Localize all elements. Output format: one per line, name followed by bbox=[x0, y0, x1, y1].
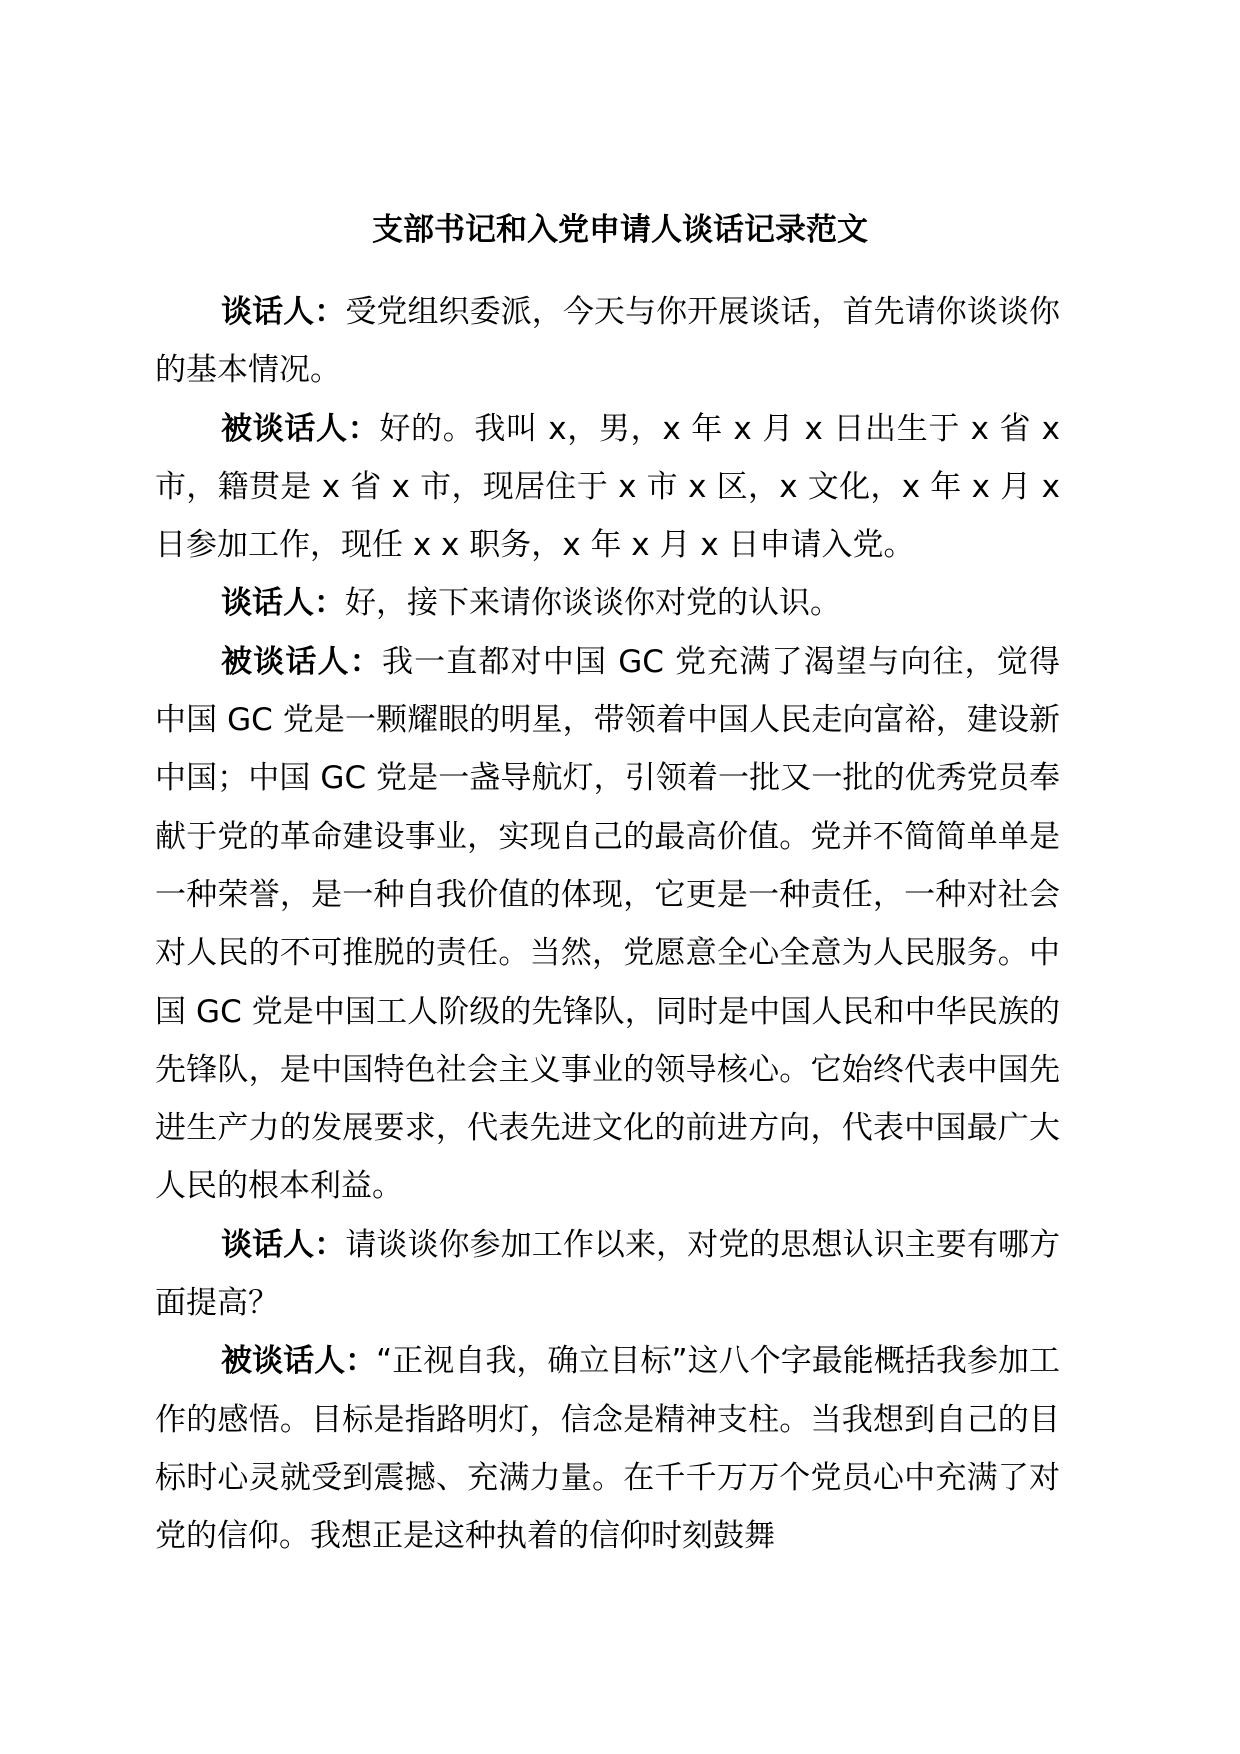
dialogue-paragraph bbox=[155, 574, 1060, 632]
dialogue-text: 受党组织委派，今天与你开展谈话，首先请你谈谈你的基本情况。 bbox=[155, 294, 1061, 389]
speaker-label: 谈话人： bbox=[221, 585, 345, 622]
document-body bbox=[155, 283, 1060, 1566]
speaker-label: 谈话人： bbox=[221, 294, 346, 330]
speaker-label: 被谈话人： bbox=[221, 410, 380, 447]
dialogue-paragraph bbox=[155, 400, 1060, 575]
dialogue-paragraph bbox=[155, 1216, 1060, 1333]
dialogue-text: “正视自我，确立目标”这八个字最能概括我参加工作的感悟。目标是指路明灯，信念是精神支柱。当我想到自己的目标时心灵就受到震撼、充满力量。在千千万万个党员心中充满了对党的信仰。我想正是这种执着的信仰时刻鼓舞 bbox=[155, 1343, 1061, 1555]
dialogue-paragraph bbox=[155, 283, 1060, 400]
speaker-label: 被谈话人： bbox=[221, 643, 382, 680]
dialogue-text: 请谈谈你参加工作以来，对党的思想认识主要有哪方面提高？ bbox=[155, 1226, 1061, 1322]
dialogue-paragraph bbox=[155, 633, 1060, 1216]
document-title: 支部书记和入党申请人谈话记录范文 bbox=[372, 212, 868, 248]
speaker-label: 谈话人： bbox=[221, 1226, 346, 1263]
dialogue-text: 我一直都对中国 GC 党充满了渴望与向往，觉得中国 GC 党是一颗耀眼的明星，带领着中国人民走向富裕，建设新中国；中国 GC 党是一盏导航灯，引领着一批又一批的优秀党员奉献于党的革命建设事业，实现自己的最高价值。党并不简简单单是一种荣誉，是一种自我价值的体现，它更是一种责任，一种对社会对人民的不可推脱的责任。当然，党愿意全心全意为人民服务。中国 GC 党是中国工人阶级的先锋队，同时是中国人民和中华民族的先锋队，是中国特色社会主义事业的领导核心。它始终代表中国先进生产力的发展要求，代表先进文化的前进方向，代表中国最广大人民的根本利益。 bbox=[155, 643, 1061, 1205]
dialogue-paragraph bbox=[155, 1332, 1060, 1565]
speaker-label: 被谈话人： bbox=[221, 1343, 377, 1380]
dialogue-text: 好，接下来请你谈谈你对党的认识。 bbox=[345, 585, 841, 622]
dialogue-text: 好的。我叫 x，男，x 年 x 月 x 日出生于 x 省 x 市，籍贯是 x 省 x 市，现居住于 x 市 x 区，x 文化，x 年 x 月 x 日参加工作，现任 x x 职务，x 年 x 月 x 日申请入党。 bbox=[155, 410, 1060, 564]
